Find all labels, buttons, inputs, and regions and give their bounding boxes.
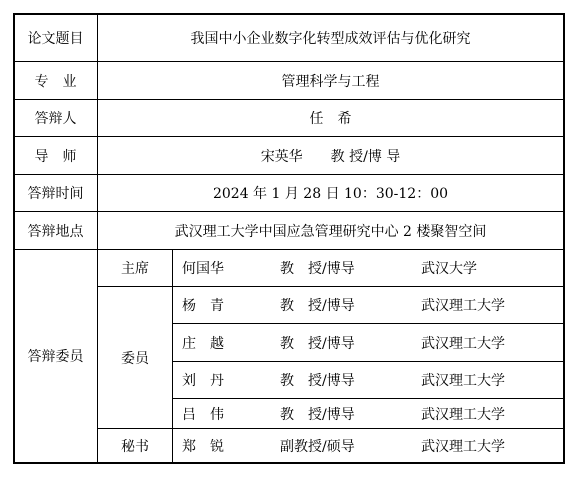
committee-member-title: 教 授/博导 [280, 373, 355, 389]
committee-member-title: 教 授/博导 [280, 335, 355, 352]
committee-member-name: 庄 越 [182, 335, 224, 352]
major-value: 管理科学与工程 [281, 73, 380, 90]
thesis-title-value: 我国中小企业数字化转型成效评估与优化研究 [190, 31, 471, 47]
committee-member-affiliation: 武汉理工大学 [421, 438, 505, 455]
committee-member-name: 刘 丹 [182, 373, 224, 389]
committee-member-name: 何国华 [182, 261, 224, 277]
major-label: 专 业 [34, 73, 77, 90]
table-border-right [563, 13, 565, 464]
committee-member-affiliation: 武汉理工大学 [421, 298, 505, 314]
committee-member-title: 教 授/博导 [280, 298, 355, 314]
supervisor-value: 宋英华 教 授/博 导 [260, 148, 401, 165]
defense-place-label: 答辩地点 [27, 223, 84, 240]
respondent-label: 答辩人 [34, 111, 77, 127]
committee-member-title: 教 授/博导 [280, 261, 355, 277]
member-role-label: 委员 [121, 350, 149, 367]
supervisor-label: 导 师 [34, 148, 77, 165]
committee-member-affiliation: 武汉理工大学 [421, 335, 505, 352]
committee-member-affiliation: 武汉大学 [421, 261, 477, 277]
committee-member-title: 教 授/博导 [280, 406, 355, 423]
secretary-role-label: 秘书 [121, 438, 149, 455]
role-column-divider [172, 249, 173, 463]
committee-member-name: 郑 锐 [182, 438, 224, 455]
committee-member-affiliation: 武汉理工大学 [421, 406, 505, 423]
thesis-title-label: 论文题目 [27, 31, 84, 47]
defense-place-value: 武汉理工大学中国应急管理研究中心 2 楼聚智空间 [174, 223, 487, 240]
table-border-bottom [13, 462, 565, 464]
committee-label: 答辩委员 [27, 349, 84, 365]
committee-member-affiliation: 武汉理工大学 [421, 373, 505, 389]
defense-time-value: 2024 年 1 月 28 日 10：30-12：00 [212, 186, 449, 202]
chair-role-label: 主席 [121, 261, 149, 277]
committee-member-title: 副教授/硕导 [280, 438, 355, 455]
committee-member-name: 吕 伟 [182, 406, 224, 423]
respondent-value: 任 希 [309, 111, 352, 127]
committee-member-name: 杨 青 [182, 298, 224, 314]
defense-time-label: 答辩时间 [27, 186, 84, 202]
